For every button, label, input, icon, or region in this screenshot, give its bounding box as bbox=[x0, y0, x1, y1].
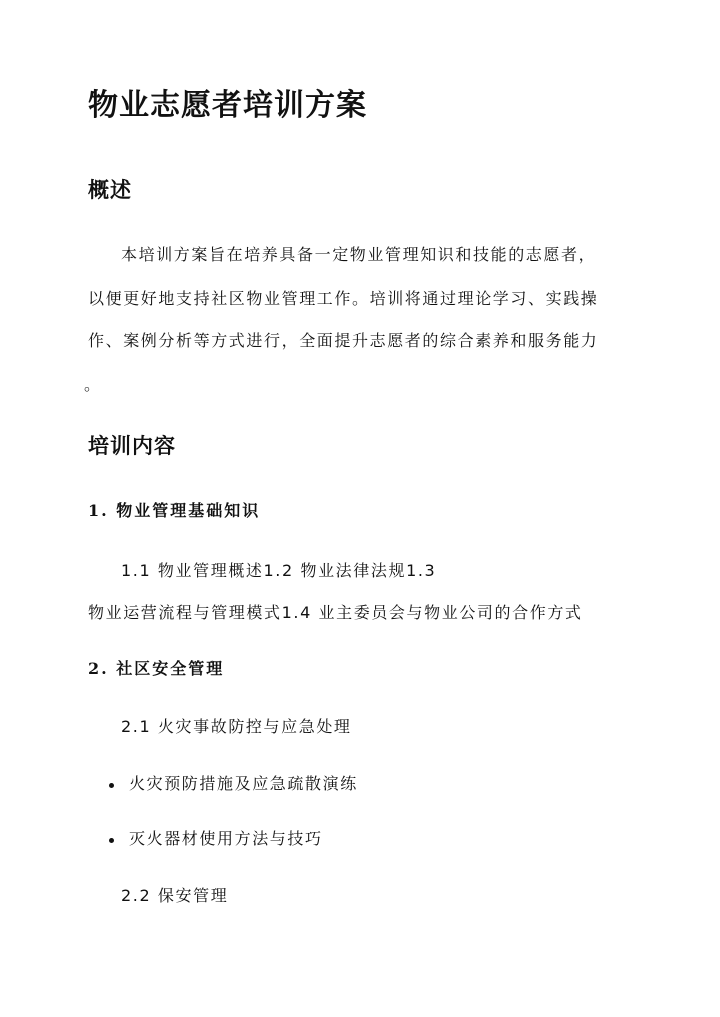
part2-sub2: 2.2 保安管理 bbox=[121, 886, 229, 905]
part2-heading: 2. 社区安全管理 bbox=[88, 659, 225, 678]
document-title: 物业志愿者培训方案 bbox=[88, 88, 367, 123]
bullet-dot-icon bbox=[109, 838, 114, 843]
bullet-dot-icon bbox=[109, 783, 114, 788]
part1-line-2: 物业运营流程与管理模式1.4 业主委员会与物业公司的合作方式 bbox=[88, 603, 583, 622]
part1-line-1: 1.1 物业管理概述1.2 物业法律法规1.3 bbox=[121, 561, 437, 580]
training-content-heading: 培训内容 bbox=[88, 433, 176, 458]
part2-bullet-2: 灭火器材使用方法与技巧 bbox=[129, 829, 323, 848]
overview-heading: 概述 bbox=[88, 177, 132, 202]
part1-heading: 1. 物业管理基础知识 bbox=[88, 501, 261, 520]
overview-line-1: 本培训方案旨在培养具备一定物业管理知识和技能的志愿者， bbox=[121, 245, 597, 264]
overview-line-4: 。 bbox=[84, 375, 102, 394]
part2-bullet-1: 火灾预防措施及应急疏散演练 bbox=[129, 774, 358, 793]
overview-line-2: 以便更好地支持社区物业管理工作。培训将通过理论学习、实践操 bbox=[88, 289, 599, 308]
overview-line-3: 作、案例分析等方式进行，全面提升志愿者的综合素养和服务能力 bbox=[88, 331, 599, 350]
part2-sub1: 2.1 火灾事故防控与应急处理 bbox=[121, 717, 352, 736]
